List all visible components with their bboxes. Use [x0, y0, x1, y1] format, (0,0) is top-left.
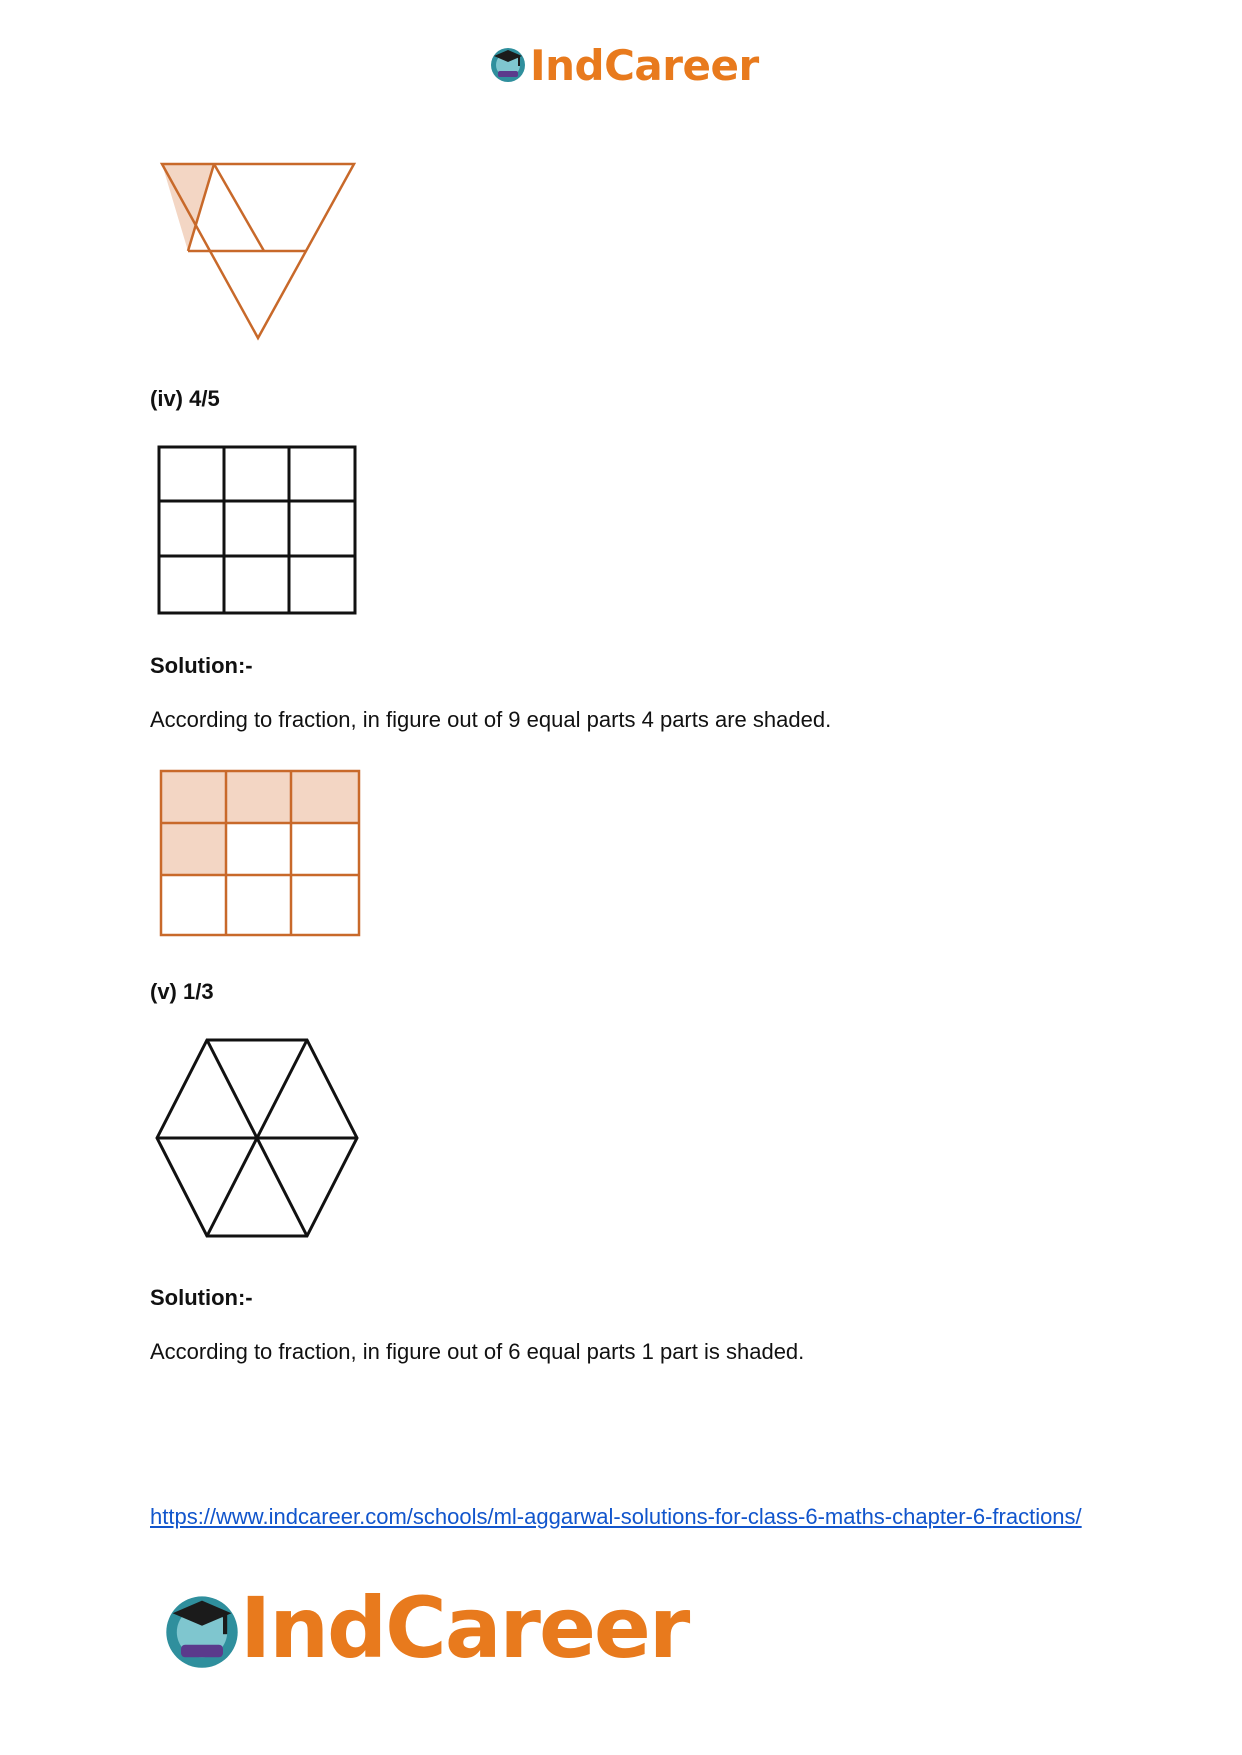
grid-figure-shaded [158, 768, 362, 940]
logo-text: IndCareer [240, 1579, 689, 1677]
solution-text: According to fraction, in figure out of 9 equal parts 4 parts are shaded. [150, 707, 832, 732]
solution-label: Solution:- [150, 1285, 253, 1310]
graduation-globe-icon [160, 1588, 244, 1672]
grid-figure-question [156, 444, 360, 618]
hexagon-figure-question [154, 1036, 360, 1242]
triangle-figure-shaded [158, 158, 358, 348]
question-label: (iv) 4/5 [150, 386, 220, 411]
solution-text: According to fraction, in figure out of 6 equal parts 1 part is shaded. [150, 1339, 805, 1364]
graduation-globe-icon [488, 44, 528, 84]
logo-text: IndCareer [530, 41, 759, 90]
question-label: (v) 1/3 [150, 979, 214, 1004]
header-logo [488, 40, 768, 92]
source-link[interactable]: https://www.indcareer.com/schools/ml-aggarwal-solutions-for-class-6-maths-chapter-6-fractions/ [150, 1504, 1082, 1529]
footer-logo [160, 1580, 720, 1680]
solution-label: Solution:- [150, 653, 253, 678]
shaded-cells-row [161, 771, 359, 823]
shaded-cell [161, 823, 226, 875]
